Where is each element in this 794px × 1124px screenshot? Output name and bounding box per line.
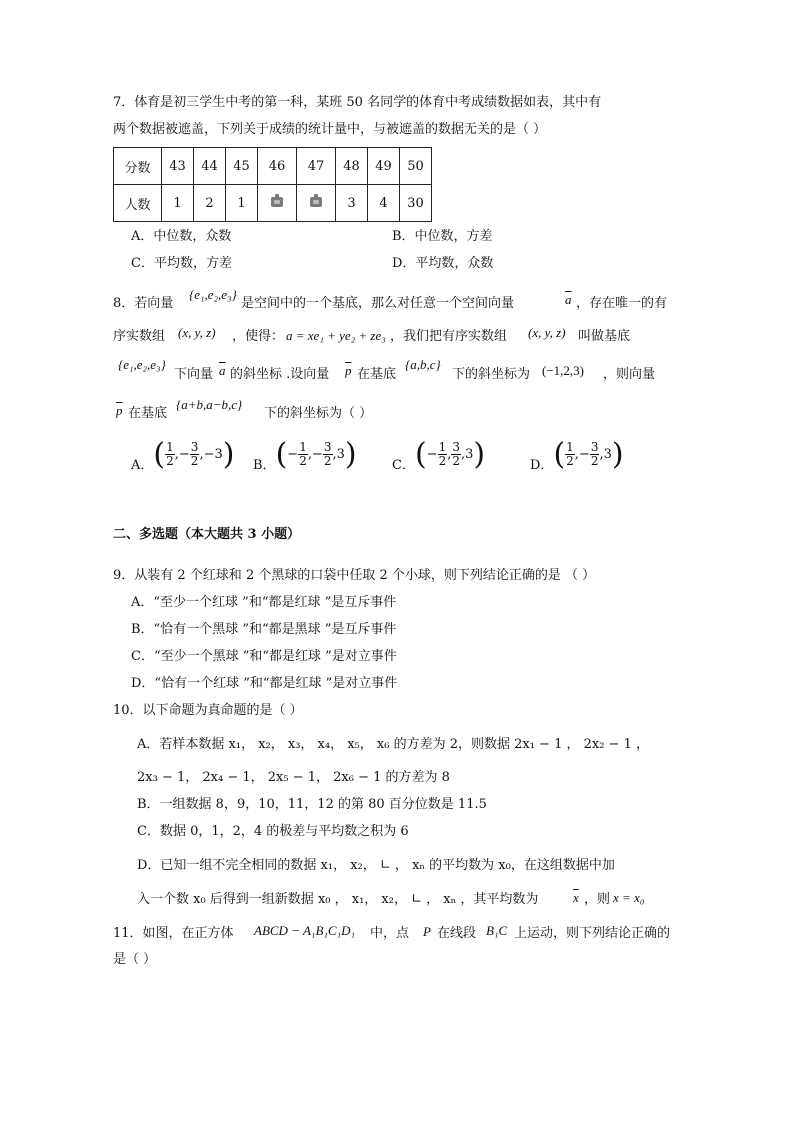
q8-line1-text2: 是空间中的一个基底，那么对任意一个空间向量 [241,296,515,311]
q10-stem: 10．以下命题为真命题的是（ ） [113,703,303,718]
masked-value-icon [310,197,322,207]
score-table [113,147,432,222]
q11-line1-text3: 在线段 [437,926,477,941]
table-row [114,148,432,185]
table-cell: 47 [297,148,336,185]
q11-line1-text: 11．如图，在正方体 [113,926,234,941]
q8-line1-text3: ，存在唯一的有 [576,296,668,311]
q8-line3-text5: ，则向量 [603,367,656,382]
table-cell: 44 [194,148,226,185]
q8-line3-text2: 的斜坐标 .设向量 [230,367,330,382]
q8-line2-text2: ，使得： [232,329,285,344]
q8-line3-text4: 下的斜坐标为 [452,367,531,382]
table-row [114,185,432,222]
q10-option-d-line1: D．已知一组不完全相同的数据 x₁， x₂， ∟ ， xₙ 的平均数为 x₀，在这组数据中加 [137,858,615,873]
q8-tuple: (x, y, z) [178,325,216,340]
q10-mean-x: $\overline{x}$ [573,890,579,905]
section-heading: 二、多选题（本大题共 3 小题） [113,527,301,542]
table-cell: 2 [194,185,226,222]
table-cell: 30 [400,185,432,222]
q10-option-b: B．一组数据 8，9，10，11，12 的第 80 百分位数是 11.5 [137,797,487,812]
q11-segment: B₁C [486,923,508,938]
masked-value-icon [271,197,283,207]
q7-option-d: D．平均数，众数 [392,256,494,271]
q11-line1-text4: 上运动，则下列结论正确的 [514,926,671,941]
q8-vector-p: $\overline{p}$ [345,363,352,378]
q8-line2-text4: 叫做基底 [578,329,631,344]
table-header-count: 人数 [114,185,162,222]
q8-line1-text: 8．若向量 [113,296,174,311]
q11-cube-name: ABCD − A₁B₁C₁D₁ [254,923,355,938]
q8-decomposition-eq: a = xe₁ + ye₂ + ze₃ [286,328,386,343]
q9-stem: 9．从装有 2 个红球和 2 个黑球的口袋中任取 2 个小球，则下列结论正确的是 （ ） [113,568,596,583]
q10-option-a-line2: 2x₃ − 1， 2x₄ − 1， 2x₅ − 1， 2x₆ − 1 的方差为 8 [137,770,450,785]
q11-point-p: P [423,924,431,939]
q7-stem-line2: 两个数据被遮盖，下列关于成绩的统计量中，与被遮盖的数据无关的是（ ） [113,122,547,137]
q8-option-a: A． ( $\frac{1}{2}$ , − $\frac{3}{2}$ ,−3 ) [131,436,235,473]
q9-option-a: A．“至少一个红球 ”和“都是红球 ”是互斥事件 [131,595,397,610]
q8-line4-text2: 下的斜坐标为（ ） [264,406,373,421]
q7-option-a: A．中位数，众数 [131,229,232,244]
table-cell: 1 [226,185,258,222]
q8-vector-a: $\overline{a}$ [565,292,572,307]
table-cell: 45 [226,148,258,185]
q8-coord: (−1,2,3) [542,363,584,378]
q7-option-b: B．中位数，方差 [392,229,493,244]
q7-option-c: C．平均数，方差 [131,256,232,271]
table-cell: 43 [162,148,194,185]
q8-option-c: C． ( − $\frac{1}{2}$ , $\frac{3}{2}$ ,3 ) [392,436,486,473]
table-cell-masked [297,185,336,222]
q8-basis-new: {a+b,a−b,c} [176,397,243,412]
q10-mean-equation: x = x₀ [613,890,645,905]
q8-basis-abc: {a,b,c} [405,357,441,372]
q8-basis-set-2: {e₁,e₂,e₃} [118,357,166,372]
table-cell: 46 [258,148,297,185]
q11-line1-text2: 中，点 [370,926,410,941]
table-header-score: 分数 [114,148,162,185]
q10-option-d-line2: 入一个数 x₀ 后得到一组新数据 x₀ ， x₁， x₂， ∟ ， xₙ ，其平均数为 [137,892,539,907]
q9-option-c: C．“至少一个黑球 ”和“都是红球 ”是对立事件 [131,649,397,664]
q8-basis-set: {e₁,e₂,e₃} [189,287,237,302]
table-cell: 48 [336,148,368,185]
q10-option-d-text: ，则 [584,892,611,907]
q8-option-b: B． ( − $\frac{1}{2}$ , − $\frac{3}{2}$ ,3 ) [253,436,357,473]
table-cell-masked [258,185,297,222]
q9-option-d: D．“恰有一个红球 ”和“都是红球 ”是对立事件 [131,676,398,691]
q8-line3-text: 下向量 [174,367,214,382]
q8-line4-text: 在基底 [128,406,168,421]
table-cell: 3 [336,185,368,222]
table-cell: 49 [368,148,400,185]
q11-line2: 是（ ） [113,952,157,967]
q7-stem-line1: 7．体育是初三学生中考的第一科，某班 50 名同学的体育中考成绩数据如表，其中有 [113,95,602,110]
q8-line2-text3: ，我们把有序实数组 [390,329,508,344]
q8-tuple2: (x, y, z) [528,325,566,340]
q8-option-d: D． ( $\frac{1}{2}$ , − $\frac{3}{2}$ ,3 ) [530,436,624,473]
q10-option-a-line1: A．若样本数据 x₁， x₂， x₃， x₄， x₅， x₆ 的方差为 2，则数据 2x₁ − 1 ， 2x₂ − 1 ， [137,737,649,752]
q8-vector-p-2: $\overline{p}$ [116,403,123,418]
q8-line2-text: 序实数组 [113,329,166,344]
q10-option-c: C．数据 0，1，2，4 的极差与平均数之积为 6 [137,824,409,839]
q9-option-b: B．“恰有一个黑球 ”和“都是黑球 ”是互斥事件 [131,622,397,637]
q8-vector-a-2: $\overline{a}$ [219,363,226,378]
table-cell: 1 [162,185,194,222]
table-cell: 4 [368,185,400,222]
q8-line3-text3: 在基底 [357,367,397,382]
table-cell: 50 [400,148,432,185]
